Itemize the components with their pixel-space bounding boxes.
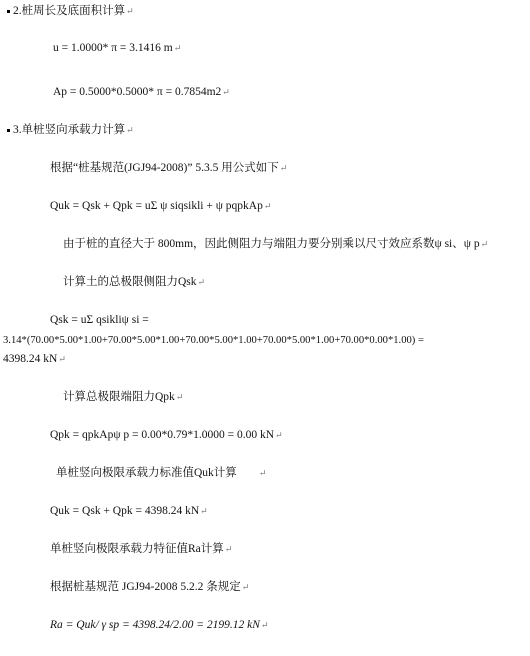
formula-characteristic-value: Ra = Quk/ γ sp = 4398.24/2.00 = 2199.12 kN↵ bbox=[50, 619, 269, 631]
formula-perimeter: u = 1.0000* π = 3.1416 m↵ bbox=[53, 42, 182, 54]
paragraph: 单桩竖向极限承载力标准值Quk计算 ↵ bbox=[56, 467, 267, 479]
heading-bullet bbox=[7, 129, 10, 132]
heading-bullet bbox=[7, 10, 10, 13]
formula-standard-value: Quk = Qsk + Qpk = 4398.24 kN↵ bbox=[50, 505, 208, 517]
formula-side-resistance-result: 4398.24 kN↵ bbox=[3, 353, 66, 365]
paragraph: 计算土的总极限侧阻力Qsk↵ bbox=[63, 276, 206, 288]
paragraph: 计算总极限端阻力Qpk↵ bbox=[63, 391, 184, 403]
section-heading: 3.单桩竖向承载力计算↵ bbox=[13, 124, 134, 136]
formula-capacity: Quk = Qsk + Qpk = uΣ ψ siqsikli + ψ pqpkAp↵ bbox=[50, 200, 272, 212]
paragraph: 单桩竖向极限承载力特征值Ra计算↵ bbox=[50, 543, 233, 555]
formula-area: Ap = 0.5000*0.5000* π = 0.7854m2↵ bbox=[53, 86, 230, 98]
formula-side-resistance-expansion: 3.14*(70.00*5.00*1.00+70.00*5.00*1.00+70.00*5.00*1.00+70.00*5.00*1.00+70.00*0.00*1.00) = bbox=[3, 335, 424, 346]
section-heading: 2.桩周长及底面积计算↵ bbox=[13, 5, 134, 17]
formula-end-resistance: Qpk = qpkApψ p = 0.00*0.79*1.0000 = 0.00 kN↵ bbox=[50, 429, 283, 441]
paragraph: 根据“桩基规范(JGJ94-2008)” 5.3.5 用公式如下↵ bbox=[50, 162, 288, 174]
formula-side-resistance: Qsk = uΣ qsikliψ si = bbox=[50, 314, 149, 326]
paragraph: 由于桩的直径大于 800mm，因此侧阻力与端阻力要分别乘以尺寸效应系数ψ si、ψ p↵ bbox=[63, 238, 489, 250]
paragraph: 根据桩基规范 JGJ94-2008 5.2.2 条规定↵ bbox=[50, 581, 250, 593]
